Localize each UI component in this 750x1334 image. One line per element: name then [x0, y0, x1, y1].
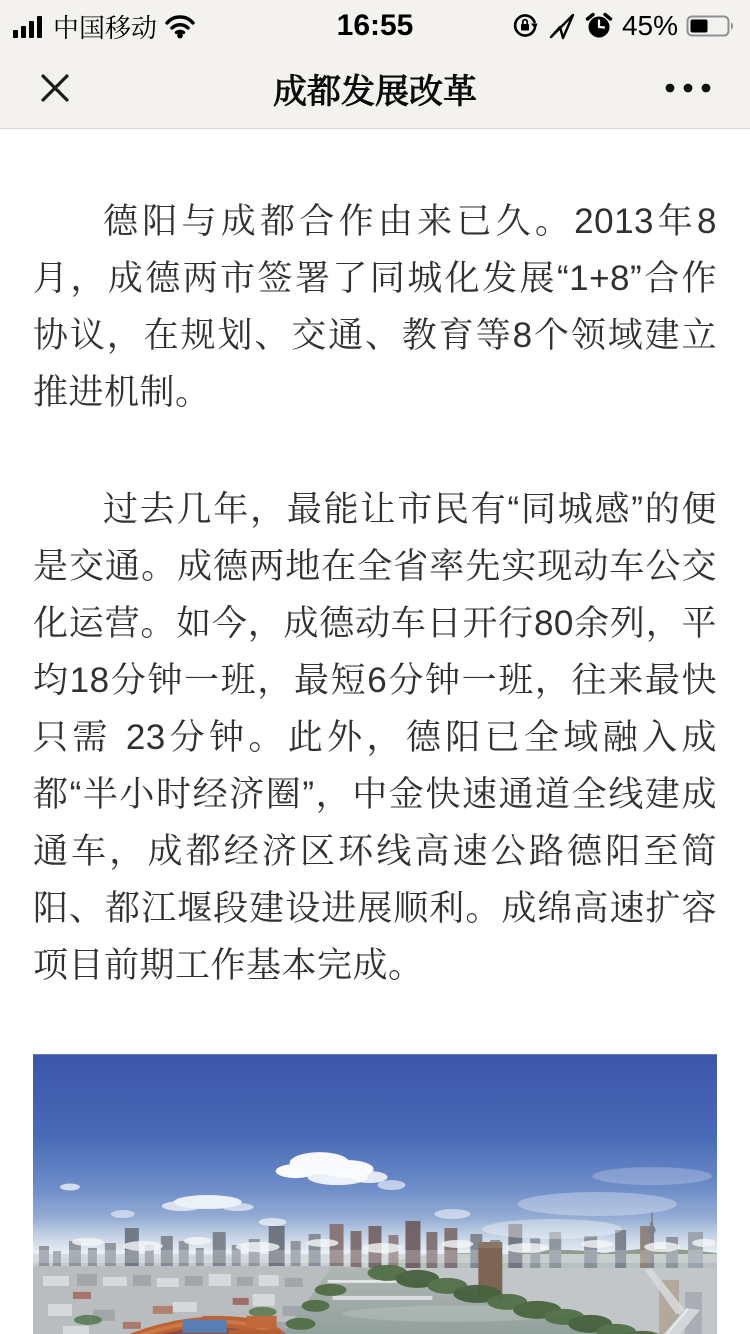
battery-percent-label: 45%: [621, 10, 678, 41]
close-button[interactable]: [36, 69, 74, 107]
orientation-lock-icon: [510, 11, 540, 41]
wifi-icon: [164, 13, 196, 39]
article-body: [0, 129, 750, 1334]
header: [0, 0, 750, 129]
paragraph: 过去几年，最能让市民有“同城感”的便是交通。成德两地在全省率先实现动车公交化运营。如今，成德动车日开行80余列，平均18分钟一班，最短6分钟一班，往来最快只需 23分钟。此外，德阳已全域融入成都“半小时经济圈”，中金快速通道全线建成通车，成都经济区环线高速公路德阳至简阳、都江堰段建设进展顺利。成绵高速扩容项目前期工作基本完成。: [33, 490, 717, 985]
more-button[interactable]: [662, 81, 714, 95]
status-bar: [0, 0, 750, 48]
alarm-clock-icon: [584, 11, 614, 41]
close-icon: [36, 69, 74, 107]
city-panorama-illustration: [33, 1054, 717, 1334]
paragraph: 德阳与成都合作由来已久。2013年8月，成德两市签署了同城化发展“1+8”合作协议，在规划、交通、教育等8个领域建立推进机制。: [33, 202, 717, 412]
carrier-label: 中国移动: [53, 12, 158, 43]
status-left: [12, 8, 196, 45]
nav-bar: [0, 48, 750, 128]
location-arrow-icon: [548, 12, 576, 40]
status-right: [510, 10, 736, 42]
signal-bars-icon: [12, 13, 46, 39]
clock-time: 16:55: [336, 9, 414, 42]
page-title: 成都发展改革: [273, 72, 477, 111]
article-image[interactable]: [33, 1054, 717, 1334]
battery-icon: [686, 13, 736, 39]
more-icon: [662, 81, 714, 95]
